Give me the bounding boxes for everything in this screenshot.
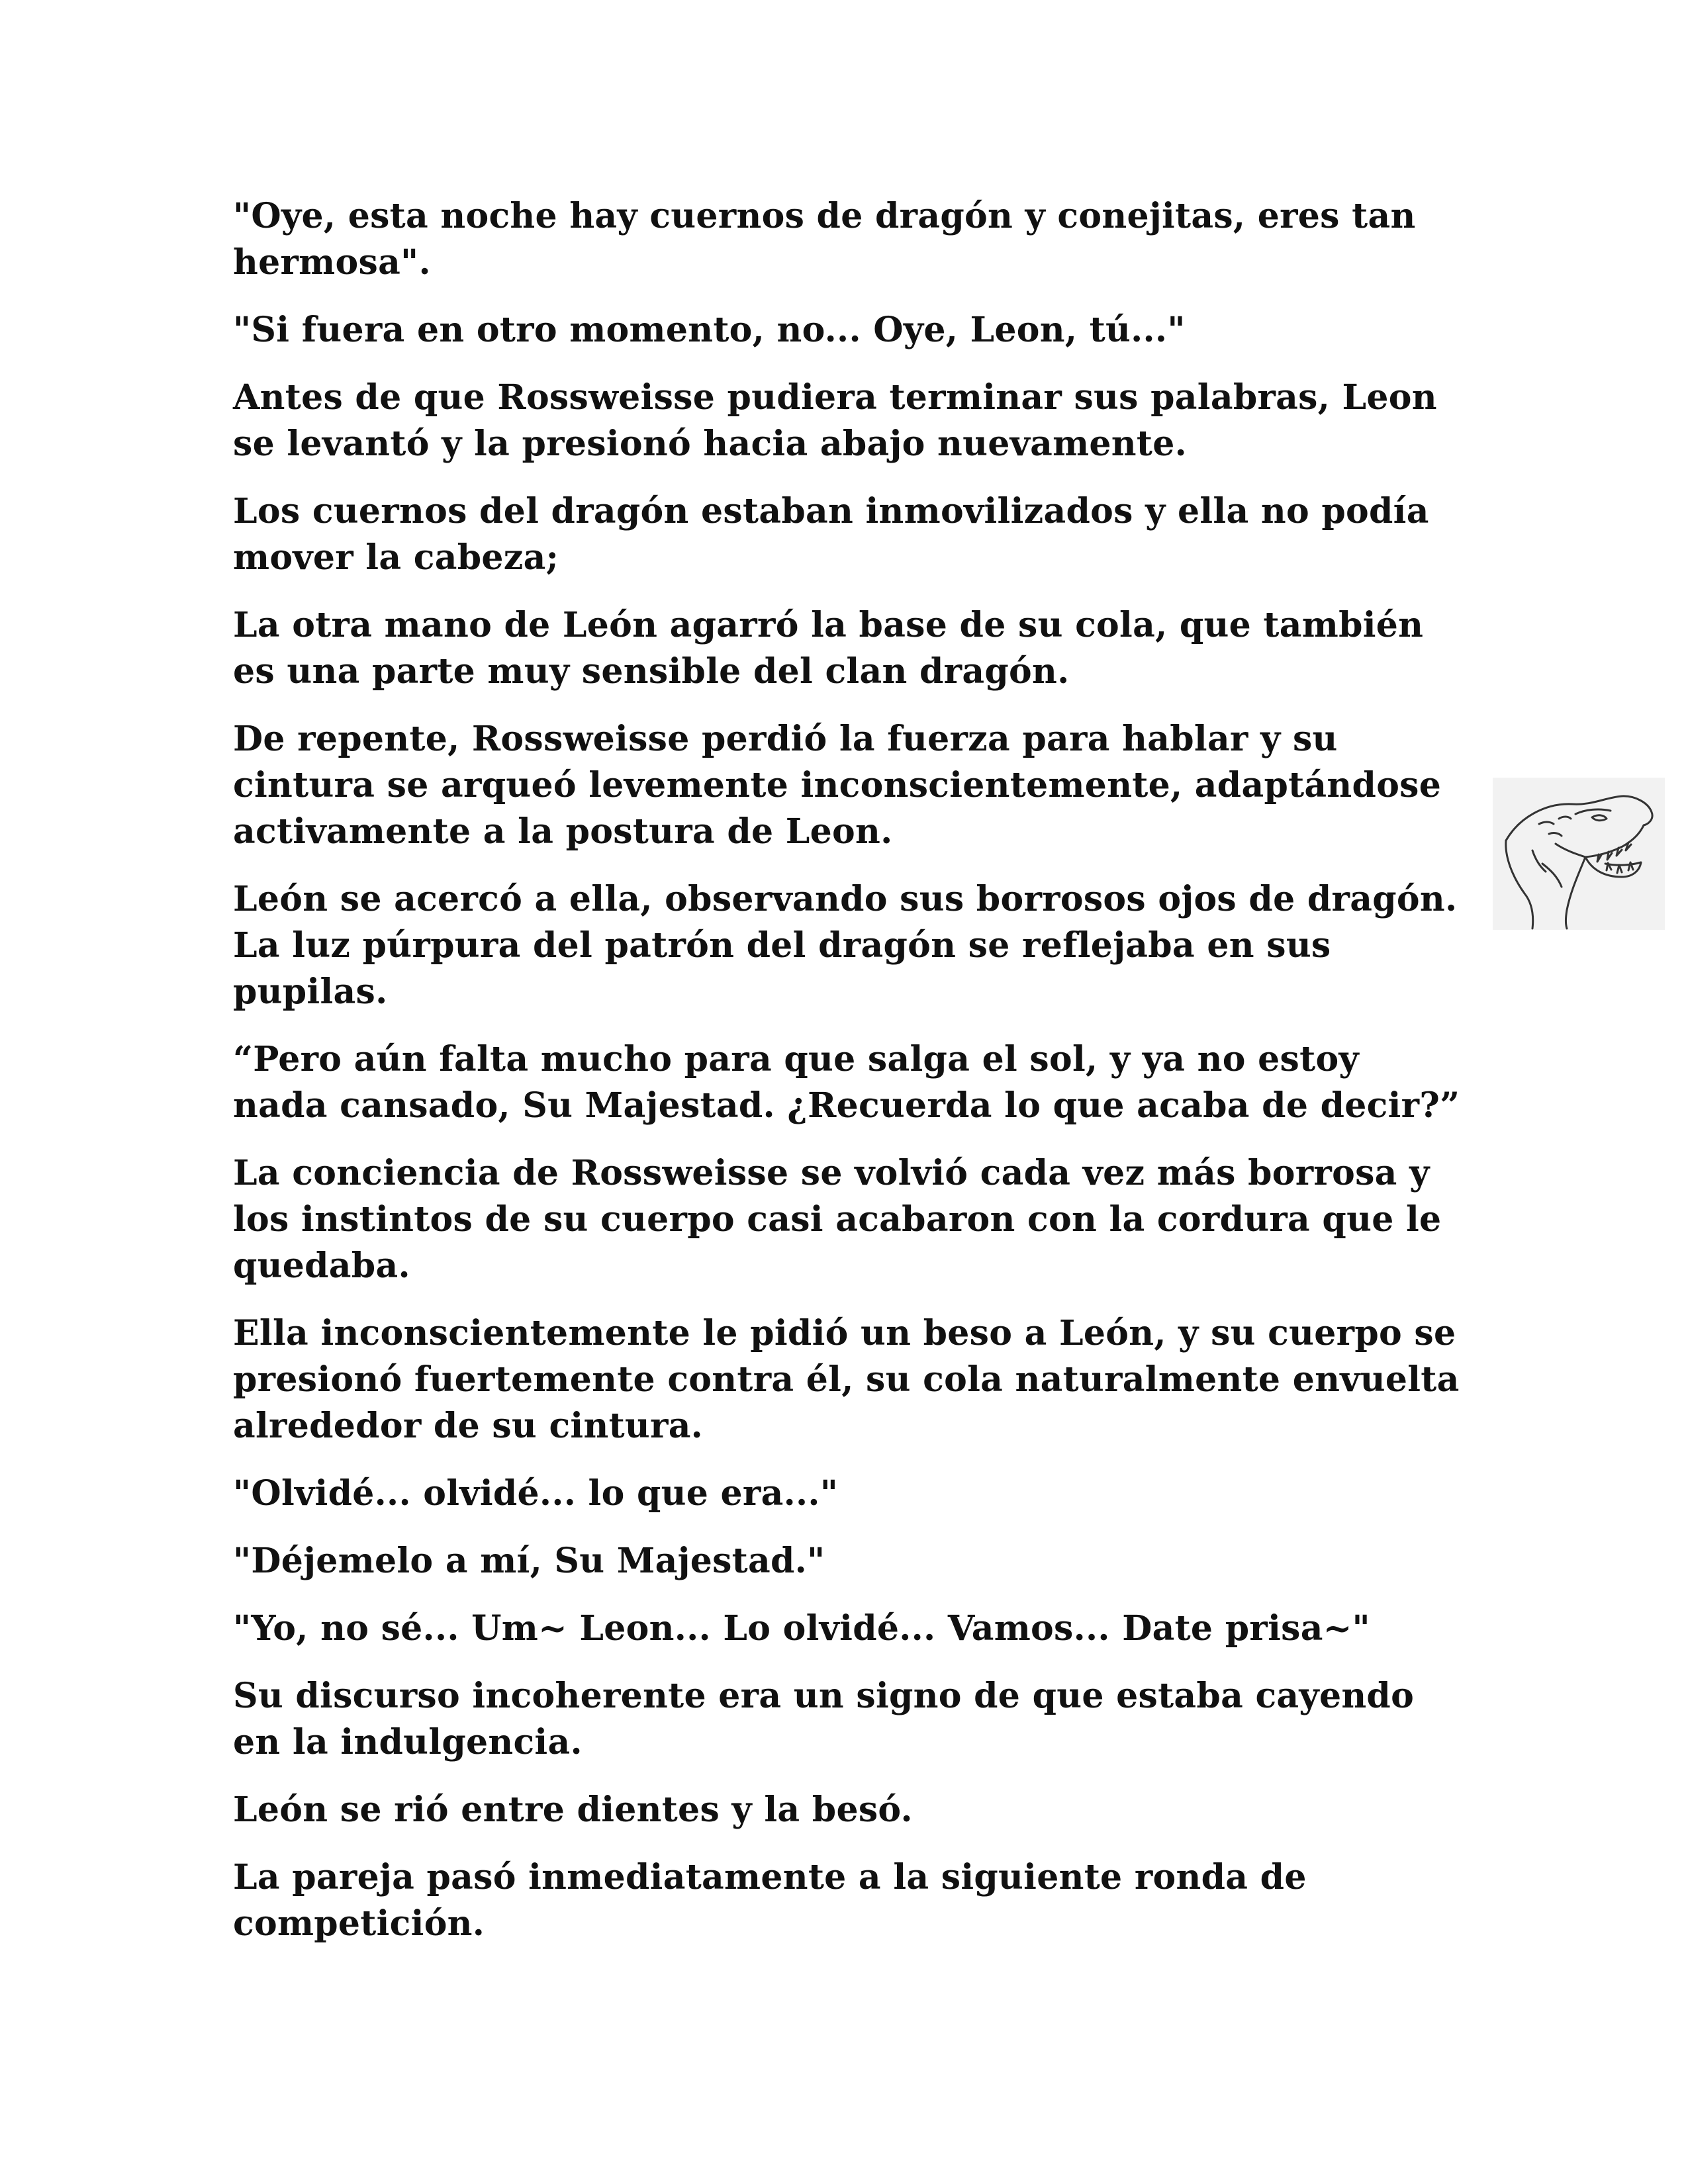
paragraph: León se rió entre dientes y la besó. <box>233 1790 913 1830</box>
paragraph: La pareja pasó inmediatamente a la siguiente ronda de competición. <box>233 1857 1307 1944</box>
paragraph: “Pero aún falta mucho para que salga el sol, y ya no estoy nada cansado, Su Majestad. ¿Recuerda lo que acaba de decir?” <box>233 1039 1460 1126</box>
paragraph: Antes de que Rossweisse pudiera terminar sus palabras, Leon se levantó y la presionó hacia abajo nuevamente. <box>233 377 1437 464</box>
paragraph: De repente, Rossweisse perdió la fuerza para hablar y su cintura se arqueó levemente inconscientemente, adaptándose activamente a la postura de Leon. <box>233 719 1442 852</box>
paragraph: "Si fuera en otro momento, no... Oye, Leon, tú..." <box>233 310 1186 350</box>
paragraph: La otra mano de León agarró la base de su cola, que también es una parte muy sensible del clan dragón. <box>233 605 1424 692</box>
paragraph: "Yo, no sé... Um~ Leon... Lo olvidé... Vamos... Date prisa~" <box>233 1608 1370 1649</box>
paragraph: León se acercó a ella, observando sus borrosos ojos de dragón. La luz púrpura del patrón del dragón se reflejaba en sus pupilas. <box>233 879 1458 1012</box>
paragraph: "Oye, esta noche hay cuernos de dragón y conejitas, eres tan hermosa". <box>233 196 1416 283</box>
paragraph: La conciencia de Rossweisse se volvió cada vez más borrosa y los instintos de su cuerpo casi acabaron con la cordura que le quedaba. <box>233 1153 1442 1286</box>
paragraph: Su discurso incoherente era un signo de que estaba cayendo en la indulgencia. <box>233 1676 1415 1762</box>
paragraph: Los cuernos del dragón estaban inmovilizados y ella no podía mover la cabeza; <box>233 491 1429 578</box>
paragraph: "Déjemelo a mí, Su Majestad." <box>233 1541 825 1581</box>
dinosaur-head-icon <box>1493 778 1665 930</box>
story-text <box>233 193 1464 1968</box>
paragraph: Ella inconscientemente le pidió un beso a León, y su cuerpo se presionó fuertemente contra él, su cola naturalmente envuelta alrededor de su cintura. <box>233 1313 1460 1446</box>
paragraph: "Olvidé... olvidé... lo que era..." <box>233 1473 839 1514</box>
